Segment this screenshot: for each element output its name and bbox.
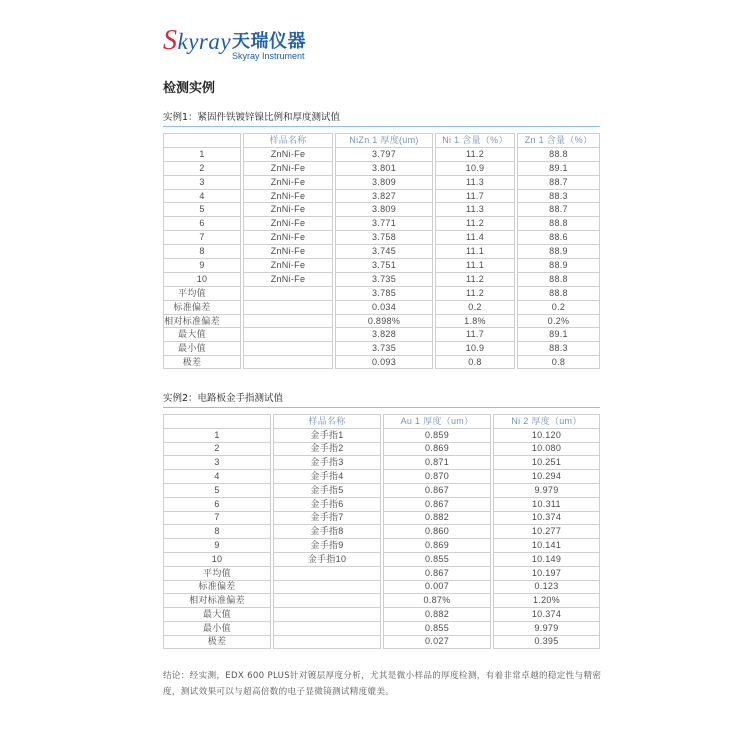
header-row — [163, 133, 600, 147]
sample-index: 3 — [163, 455, 271, 469]
sample-name: 金手指8 — [273, 524, 381, 538]
sample-index: 7 — [163, 230, 241, 244]
empty-cell — [273, 593, 381, 607]
sample-name: ZnNi-Fe — [243, 244, 333, 258]
header-sample-name: 样品名称 — [243, 133, 333, 147]
header-ni-thickness: Ni 2 厚度（um） — [493, 414, 600, 428]
ni-content-value: 11.1 — [435, 244, 515, 258]
header-index-cell — [163, 414, 271, 428]
sample-name: ZnNi-Fe — [243, 161, 333, 175]
table-row — [163, 202, 600, 216]
sample-index: 7 — [163, 511, 271, 525]
empty-cell — [243, 300, 333, 314]
sample-index: 10 — [163, 552, 271, 566]
example2-title: 实例2：电路板金手指测试值 — [163, 393, 284, 404]
nizn-thickness-value: 3.828 — [335, 327, 433, 341]
zn-content-value: 89.1 — [517, 327, 600, 341]
table-row — [163, 230, 600, 244]
sample-name: 金手指3 — [273, 455, 381, 469]
zn-content-value: 88.7 — [517, 175, 600, 189]
nizn-thickness-value: 3.735 — [335, 341, 433, 355]
table-row — [163, 469, 600, 483]
ni-content-value: 11.3 — [435, 202, 515, 216]
nizn-thickness-value: 0.034 — [335, 300, 433, 314]
logo-script-wordmark: Skyray — [163, 25, 232, 56]
table-row — [163, 258, 600, 272]
au-thickness-value: 0.007 — [383, 580, 491, 594]
nizn-thickness-value: 3.785 — [335, 286, 433, 300]
ni-thickness-value: 10.149 — [493, 552, 600, 566]
brand-name-chinese: 天瑞仪器 — [232, 31, 306, 52]
table-row — [163, 538, 600, 552]
au-thickness-value: 0.87% — [383, 593, 491, 607]
sample-index: 8 — [163, 524, 271, 538]
zn-content-value: 89.1 — [517, 161, 600, 175]
zn-content-value: 88.9 — [517, 258, 600, 272]
zn-content-value: 88.3 — [517, 341, 600, 355]
ni-thickness-value: 0.395 — [493, 635, 600, 649]
au-thickness-value: 0.871 — [383, 455, 491, 469]
zn-content-value: 88.8 — [517, 216, 600, 230]
table-row — [163, 147, 600, 161]
zn-content-value: 88.8 — [517, 286, 600, 300]
stat-row — [163, 300, 600, 314]
sample-index: 3 — [163, 175, 241, 189]
sample-index: 9 — [163, 258, 241, 272]
empty-cell — [273, 566, 381, 580]
stat-label: 极差 — [163, 355, 241, 369]
header-row — [163, 414, 600, 428]
empty-cell — [273, 580, 381, 594]
empty-cell — [243, 341, 333, 355]
ni-content-value: 10.9 — [435, 341, 515, 355]
header-sample-name: 样品名称 — [273, 414, 381, 428]
sample-name: ZnNi-Fe — [243, 202, 333, 216]
sample-name: 金手指10 — [273, 552, 381, 566]
table-row — [163, 175, 600, 189]
stat-label: 标准偏差 — [163, 300, 241, 314]
header-nizn-thickness: NiZn 1 厚度(um) — [335, 133, 433, 147]
ni-thickness-value: 10.311 — [493, 497, 600, 511]
sample-name: 金手指4 — [273, 469, 381, 483]
zn-content-value: 88.7 — [517, 202, 600, 216]
zn-content-value: 0.8 — [517, 355, 600, 369]
sample-index: 1 — [163, 428, 271, 442]
sample-name: ZnNi-Fe — [243, 189, 333, 203]
nizn-thickness-value: 3.771 — [335, 216, 433, 230]
nizn-thickness-value: 0.093 — [335, 355, 433, 369]
ni-content-value: 11.7 — [435, 327, 515, 341]
sample-index: 10 — [163, 272, 241, 286]
sample-name: ZnNi-Fe — [243, 230, 333, 244]
ni-thickness-value: 10.251 — [493, 455, 600, 469]
stat-label: 标准偏差 — [163, 580, 271, 594]
empty-cell — [243, 314, 333, 328]
au-thickness-value: 0.859 — [383, 428, 491, 442]
sample-index: 5 — [163, 202, 241, 216]
sample-index: 6 — [163, 497, 271, 511]
au-thickness-value: 0.869 — [383, 442, 491, 456]
stat-label: 相对标准偏差 — [163, 593, 271, 607]
table-row — [163, 161, 600, 175]
ni-thickness-value: 10.294 — [493, 469, 600, 483]
ni-thickness-value: 10.141 — [493, 538, 600, 552]
ni-thickness-value: 0.123 — [493, 580, 600, 594]
example1-table — [161, 133, 602, 369]
ni-content-value: 11.7 — [435, 189, 515, 203]
empty-cell — [243, 286, 333, 300]
sample-name: 金手指1 — [273, 428, 381, 442]
sample-index: 2 — [163, 442, 271, 456]
sample-name: 金手指6 — [273, 497, 381, 511]
table-row — [163, 272, 600, 286]
table-row — [163, 244, 600, 258]
sample-index: 4 — [163, 469, 271, 483]
sample-name: ZnNi-Fe — [243, 272, 333, 286]
empty-cell — [273, 607, 381, 621]
conclusion-line: 结论：经实测，EDX 600 PLUS针对镀层厚度分析，尤其是微小样品的厚度检测，有着非常卓越的稳定性与精密 — [163, 671, 602, 681]
nizn-thickness-value: 0.898% — [335, 314, 433, 328]
stat-row — [163, 566, 600, 580]
ni-content-value: 0.8 — [435, 355, 515, 369]
ni-content-value: 0.2 — [435, 300, 515, 314]
table-row — [163, 483, 600, 497]
stat-label: 相对标准偏差 — [163, 314, 241, 328]
ni-content-value: 11.1 — [435, 258, 515, 272]
au-thickness-value: 0.867 — [383, 497, 491, 511]
ni-thickness-value: 10.120 — [493, 428, 600, 442]
example2-table — [161, 414, 602, 649]
nizn-thickness-value: 3.801 — [335, 161, 433, 175]
sample-name: ZnNi-Fe — [243, 147, 333, 161]
stat-label: 最小值 — [163, 341, 241, 355]
sample-name: 金手指5 — [273, 483, 381, 497]
nizn-thickness-value: 3.797 — [335, 147, 433, 161]
ni-thickness-value: 9.979 — [493, 621, 600, 635]
stat-row — [163, 314, 600, 328]
ni-content-value: 11.2 — [435, 216, 515, 230]
conclusion-paragraph — [163, 668, 601, 700]
ni-content-value: 11.2 — [435, 272, 515, 286]
page-title: 检测实例 — [163, 81, 216, 96]
brand-name-english: Skyray Instrument — [232, 51, 305, 61]
table-row — [163, 455, 600, 469]
nizn-thickness-value: 3.745 — [335, 244, 433, 258]
sample-index: 4 — [163, 189, 241, 203]
header-au-thickness: Au 1 厚度（um） — [383, 414, 491, 428]
ni-content-value: 10.9 — [435, 161, 515, 175]
stat-label: 最小值 — [163, 621, 271, 635]
example1-title: 实例1：紧固件铁镀锌镍比例和厚度测试值 — [163, 112, 341, 123]
stat-label: 平均值 — [163, 286, 241, 300]
stat-label: 最大值 — [163, 327, 241, 341]
ni-thickness-value: 10.277 — [493, 524, 600, 538]
au-thickness-value: 0.882 — [383, 511, 491, 525]
header-ni-content: Ni 1 含量（%） — [435, 133, 515, 147]
au-thickness-value: 0.869 — [383, 538, 491, 552]
ni-content-value: 11.2 — [435, 147, 515, 161]
table-row — [163, 442, 600, 456]
header-index-cell — [163, 133, 241, 147]
stat-row — [163, 341, 600, 355]
example1-divider — [163, 126, 600, 127]
table-row — [163, 552, 600, 566]
zn-content-value: 88.6 — [517, 230, 600, 244]
au-thickness-value: 0.027 — [383, 635, 491, 649]
conclusion-line: 度，测试效果可以与超高倍数的电子显微镜测试精度媲美。 — [163, 687, 395, 697]
stat-label: 最大值 — [163, 607, 271, 621]
ni-content-value: 11.2 — [435, 286, 515, 300]
ni-content-value: 11.4 — [435, 230, 515, 244]
zn-content-value: 88.8 — [517, 147, 600, 161]
zn-content-value: 88.8 — [517, 272, 600, 286]
stat-row — [163, 580, 600, 594]
sample-index: 6 — [163, 216, 241, 230]
zn-content-value: 88.3 — [517, 189, 600, 203]
au-thickness-value: 0.867 — [383, 483, 491, 497]
example2-divider — [163, 407, 600, 408]
sample-index: 1 — [163, 147, 241, 161]
table-row — [163, 189, 600, 203]
au-thickness-value: 0.882 — [383, 607, 491, 621]
company-logo — [0, 0, 750, 70]
stat-row — [163, 593, 600, 607]
ni-thickness-value: 1.20% — [493, 593, 600, 607]
sample-index: 2 — [163, 161, 241, 175]
ni-content-value: 1.8% — [435, 314, 515, 328]
nizn-thickness-value: 3.827 — [335, 189, 433, 203]
table-row — [163, 216, 600, 230]
stat-row — [163, 355, 600, 369]
empty-cell — [273, 621, 381, 635]
nizn-thickness-value: 3.758 — [335, 230, 433, 244]
sample-index: 9 — [163, 538, 271, 552]
table-row — [163, 524, 600, 538]
ni-thickness-value: 10.080 — [493, 442, 600, 456]
stat-row — [163, 621, 600, 635]
table-row — [163, 428, 600, 442]
stat-row — [163, 607, 600, 621]
ni-content-value: 11.3 — [435, 175, 515, 189]
ni-thickness-value: 10.374 — [493, 511, 600, 525]
sample-name: 金手指7 — [273, 511, 381, 525]
zn-content-value: 0.2% — [517, 314, 600, 328]
au-thickness-value: 0.870 — [383, 469, 491, 483]
sample-name: ZnNi-Fe — [243, 216, 333, 230]
sample-index: 5 — [163, 483, 271, 497]
sample-index: 8 — [163, 244, 241, 258]
nizn-thickness-value: 3.735 — [335, 272, 433, 286]
header-zn-content: Zn 1 含量（%） — [517, 133, 600, 147]
nizn-thickness-value: 3.751 — [335, 258, 433, 272]
zn-content-value: 0.2 — [517, 300, 600, 314]
au-thickness-value: 0.860 — [383, 524, 491, 538]
empty-cell — [243, 355, 333, 369]
sample-name: ZnNi-Fe — [243, 175, 333, 189]
stat-row — [163, 327, 600, 341]
table-row — [163, 497, 600, 511]
stat-label: 极差 — [163, 635, 271, 649]
stat-row — [163, 635, 600, 649]
ni-thickness-value: 10.374 — [493, 607, 600, 621]
sample-name: 金手指2 — [273, 442, 381, 456]
ni-thickness-value: 10.197 — [493, 566, 600, 580]
au-thickness-value: 0.855 — [383, 621, 491, 635]
au-thickness-value: 0.867 — [383, 566, 491, 580]
empty-cell — [273, 635, 381, 649]
table-row — [163, 511, 600, 525]
sample-name: ZnNi-Fe — [243, 258, 333, 272]
au-thickness-value: 0.855 — [383, 552, 491, 566]
nizn-thickness-value: 3.809 — [335, 202, 433, 216]
empty-cell — [243, 327, 333, 341]
stat-row — [163, 286, 600, 300]
nizn-thickness-value: 3.809 — [335, 175, 433, 189]
stat-label: 平均值 — [163, 566, 271, 580]
sample-name: 金手指9 — [273, 538, 381, 552]
ni-thickness-value: 9.979 — [493, 483, 600, 497]
zn-content-value: 88.9 — [517, 244, 600, 258]
